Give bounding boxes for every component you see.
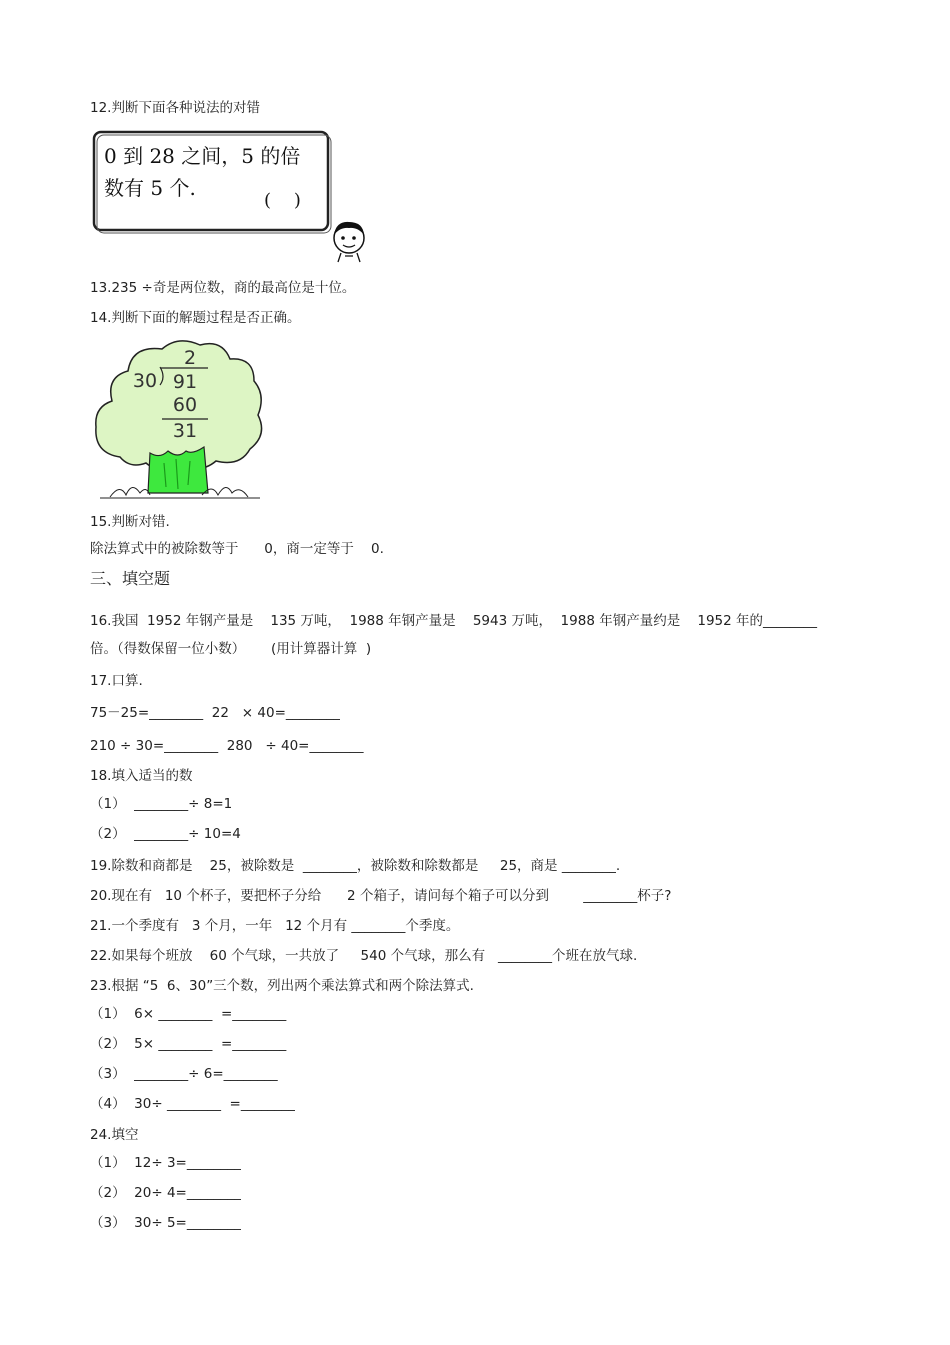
q24-item1: （1） 12÷ 3=________ — [90, 1155, 241, 1171]
q17-title: 17.口算. — [90, 673, 143, 689]
q21-text: 21.一个季度有 3 个月，一年 12 个月有 ________个季度。 — [90, 918, 460, 934]
q19-text: 19.除数和商都是 25，被除数是 ________，被除数和除数都是 25，商是 ________. — [90, 858, 621, 874]
q12-answer-paren: ( ) — [264, 190, 301, 211]
q18-item2: （2） ________÷ 10=4 — [90, 826, 241, 842]
q20-text: 20.现在有 10 个杯子，要把杯子分给 2 个箱子，请问每个箱子可以分到 ________杯子? — [90, 888, 672, 904]
q13-text: 13.235 ÷奇是两位数，商的最高位是十位。 — [90, 280, 356, 296]
q15-title: 15.判断对错. — [90, 514, 170, 530]
q17-row2: 210 ÷ 30=________ 280 ÷ 40=________ — [90, 738, 364, 754]
q14-remainder: 31 — [172, 420, 198, 442]
q14-tree-figure — [90, 335, 270, 507]
q12-box-line2: 数有 5 个. — [104, 176, 196, 200]
q14-quotient: 2 — [183, 347, 197, 369]
q12-title: 12.判断下面各种说法的对错 — [90, 100, 260, 116]
q18-title: 18.填入适当的数 — [90, 768, 193, 784]
q17-row1: 75－25=________ 22 × 40=________ — [90, 705, 340, 721]
q15-statement: 除法算式中的被除数等于 0，商一定等于 0. — [90, 541, 384, 557]
q16-line2: 倍。（得数保留一位小数） (用计算器计算 ) — [90, 641, 372, 657]
q24-item2: （2） 20÷ 4=________ — [90, 1185, 241, 1201]
q23-item2: （2） 5× ________ =________ — [90, 1036, 287, 1052]
q14-divisor: 30 — [132, 370, 158, 392]
boy-cartoon-icon — [328, 218, 370, 264]
q18-item1: （1） ________÷ 8=1 — [90, 796, 233, 812]
q23-item4: （4） 30÷ ________ =________ — [90, 1096, 295, 1112]
tree-icon — [90, 335, 270, 503]
q22-text: 22.如果每个班放 60 个气球，一共放了 540 个气球，那么有 ________个班在放气球. — [90, 948, 638, 964]
q16-line1: 16.我国 1952 年钢产量是 135 万吨， 1988 年钢产量是 5943 万吨， 1988 年钢产量约是 1952 年的________ — [90, 613, 818, 629]
q14-title: 14.判断下面的解题过程是否正确。 — [90, 310, 301, 326]
q23-title: 23.根据 “5 6、30”三个数，列出两个乘法算式和两个除法算式. — [90, 978, 474, 994]
q14-product: 60 — [172, 394, 198, 416]
q23-item3: （3） ________÷ 6=________ — [90, 1066, 278, 1082]
q23-item1: （1） 6× ________ =________ — [90, 1006, 287, 1022]
q24-title: 24.填空 — [90, 1127, 139, 1143]
q14-dividend: 91 — [172, 371, 198, 393]
q12-box-line1: 0 到 28 之间，5 的倍 — [104, 144, 301, 168]
section-heading-fill-blank: 三、填空题 — [90, 569, 171, 588]
q24-item3: （3） 30÷ 5=________ — [90, 1215, 241, 1231]
q12-speech-box — [92, 130, 372, 265]
